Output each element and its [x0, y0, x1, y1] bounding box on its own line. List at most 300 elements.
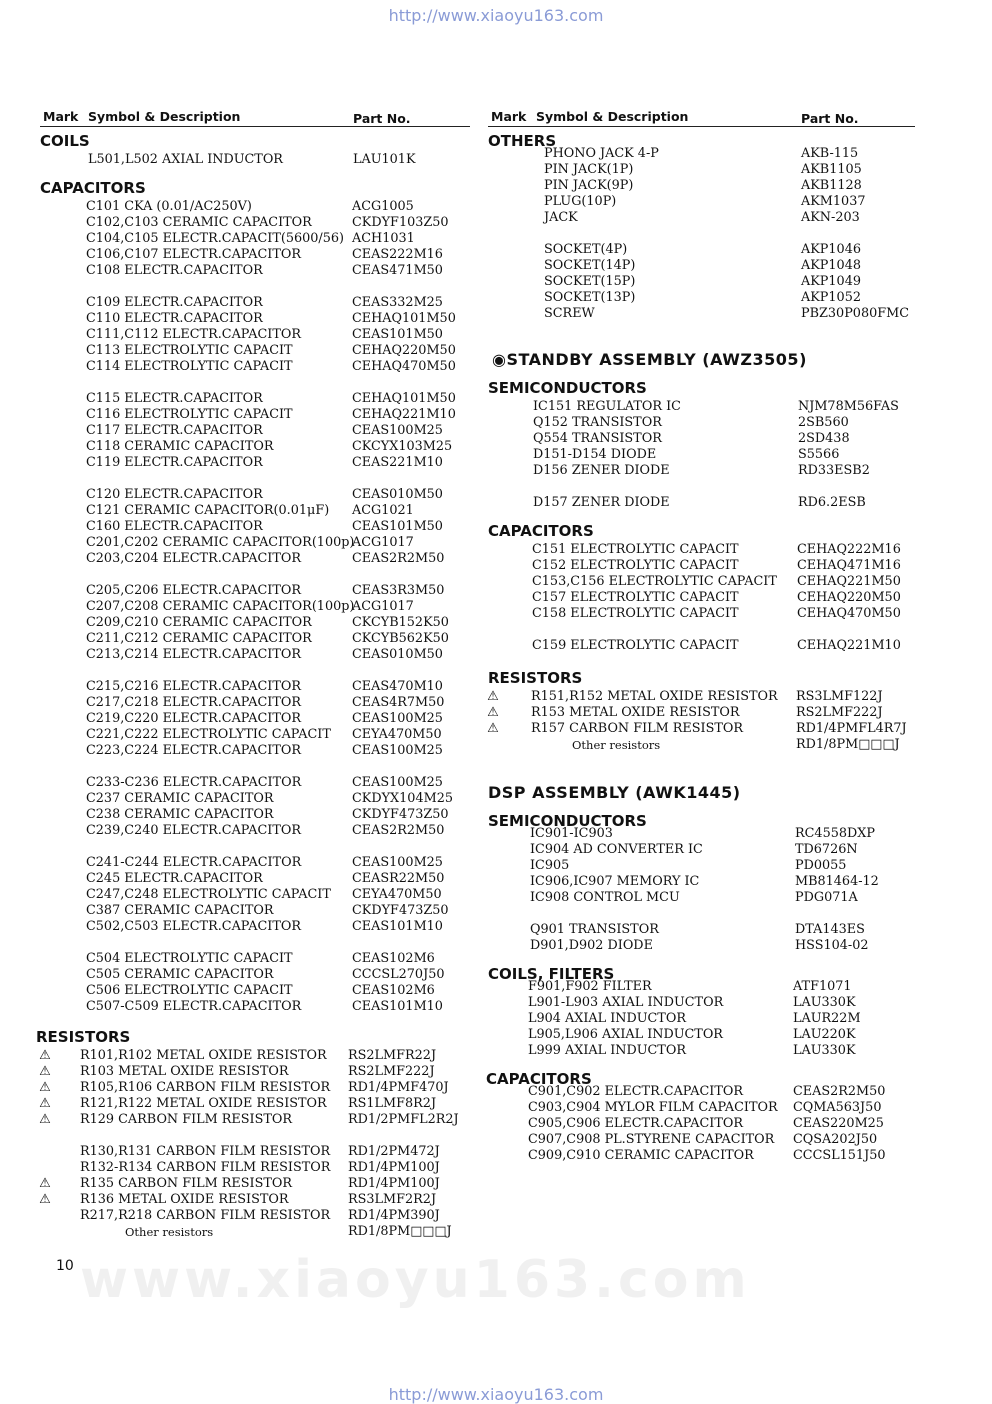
item-part-number: PD0055	[795, 858, 847, 873]
item-part-number: CKDYF473Z50	[352, 903, 449, 918]
item-description: C201,C202 CERAMIC CAPACITOR(100p)	[86, 535, 355, 550]
item-part-number: CEHAQ221M50	[797, 574, 901, 589]
item-part-number: RD1/4PMFL4R7J	[796, 721, 907, 736]
list-item	[488, 290, 918, 306]
list-item	[488, 1043, 918, 1059]
list-item	[40, 295, 470, 311]
item-description: C905,C906 ELECTR.CAPACITOR	[528, 1116, 743, 1131]
item-part-number: LAU101K	[353, 152, 416, 167]
item-part-number: DTA143ES	[795, 922, 865, 937]
watermark: www.xiaoyu163.com	[80, 1250, 751, 1310]
item-description: C502,C503 ELECTR.CAPACITOR	[86, 919, 301, 934]
left-column	[36, 106, 470, 1240]
item-description: D901,D902 DIODE	[530, 938, 653, 953]
list-standby-capacitors	[488, 542, 918, 654]
item-description: C110 ELECTR.CAPACITOR	[86, 311, 263, 326]
list-item	[488, 737, 918, 753]
list-item	[488, 874, 918, 890]
item-part-number: CKDYF103Z50	[352, 215, 449, 230]
item-description: R136 METAL OXIDE RESISTOR	[80, 1192, 289, 1207]
item-description: C233-C236 ELECTR.CAPACITOR	[86, 775, 302, 790]
list-item	[40, 1064, 470, 1080]
row-spacer	[40, 567, 470, 583]
item-part-number: AKB1128	[801, 178, 862, 193]
item-description: C237 CERAMIC CAPACITOR	[86, 791, 274, 806]
list-item	[40, 775, 470, 791]
item-part-number: CEHAQ101M50	[352, 311, 456, 326]
list-item	[40, 823, 470, 839]
item-description: Q152 TRANSISTOR	[533, 415, 662, 430]
list-item	[488, 258, 918, 274]
item-part-number: CEAS100M25	[352, 743, 443, 758]
list-dsp-semiconductors	[488, 826, 918, 954]
list-item	[488, 415, 918, 431]
item-part-number: CEAS332M25	[352, 295, 443, 310]
item-part-number: RS2LMFR22J	[348, 1048, 437, 1063]
item-description: D156 ZENER DIODE	[533, 463, 670, 478]
item-part-number: AKM1037	[801, 194, 866, 209]
item-part-number: HSS104-02	[795, 938, 869, 953]
header-part-no: Part No.	[801, 111, 859, 126]
item-description: Q554 TRANSISTOR	[533, 431, 662, 446]
list-item	[488, 689, 918, 705]
item-part-number: RS2LMF222J	[796, 705, 883, 720]
list-item	[488, 1116, 918, 1132]
item-part-number: LAU220K	[793, 1027, 856, 1042]
item-description: C153,C156 ELECTROLYTIC CAPACIT	[532, 574, 777, 589]
list-item	[40, 791, 470, 807]
item-description: C104,C105 ELECTR.CAPACIT(5600/56)	[86, 231, 345, 246]
list-item	[40, 231, 470, 247]
list-item	[40, 215, 470, 231]
item-part-number: CKCYX103M25	[352, 439, 453, 454]
list-item	[40, 1096, 470, 1112]
item-part-number: CEHAQ470M50	[797, 606, 901, 621]
item-description: C909,C910 CERAMIC CAPACITOR	[528, 1148, 754, 1163]
item-part-number: CEYA470M50	[352, 887, 442, 902]
item-part-number: CEASR22M50	[352, 871, 445, 886]
row-spacer	[488, 479, 918, 495]
item-description: L905,L906 AXIAL INDUCTOR	[528, 1027, 723, 1042]
item-description: C101 CKA (0.01/AC250V)	[86, 199, 252, 214]
item-part-number: MB81464-12	[795, 874, 879, 889]
list-item	[40, 343, 470, 359]
item-part-number: ATF1071	[793, 979, 852, 994]
item-description: C109 ELECTR.CAPACITOR	[86, 295, 263, 310]
item-part-number: CEAS101M10	[352, 999, 443, 1014]
list-item	[40, 583, 470, 599]
item-part-number: RD1/8PM□□□J	[796, 737, 900, 752]
list-item	[488, 194, 918, 210]
item-part-number: RD1/4PM390J	[348, 1208, 440, 1223]
list-item	[40, 1224, 470, 1240]
item-description: C505 CERAMIC CAPACITOR	[86, 967, 274, 982]
list-item	[488, 431, 918, 447]
list-item	[488, 242, 918, 258]
item-part-number: ACG1017	[352, 535, 414, 550]
item-description: PIN JACK(1P)	[544, 162, 634, 177]
item-description: C907,C908 PL.STYRENE CAPACITOR	[528, 1132, 775, 1147]
item-part-number: CKCYB562K50	[352, 631, 449, 646]
list-item	[40, 1048, 470, 1064]
item-description: F901,F902 FILTER	[528, 979, 652, 994]
list-item	[40, 152, 470, 168]
item-description: C158 ELECTROLYTIC CAPACIT	[532, 606, 739, 621]
item-part-number: 2SD438	[798, 431, 850, 446]
list-item	[488, 1084, 918, 1100]
list-item	[40, 647, 470, 663]
list-item	[40, 503, 470, 519]
row-spacer	[40, 375, 470, 391]
item-description: C219,C220 ELECTR.CAPACITOR	[86, 711, 301, 726]
list-item	[40, 1176, 470, 1192]
list-item	[40, 359, 470, 375]
list-item	[40, 519, 470, 535]
item-description: SOCKET(13P)	[544, 290, 636, 305]
item-part-number: CEAS2R2M50	[793, 1084, 886, 1099]
item-part-number: LAU330K	[793, 995, 856, 1010]
safety-warning-icon: ⚠	[487, 721, 499, 736]
item-part-number: CEAS470M10	[352, 679, 443, 694]
item-part-number: CEHAQ221M10	[797, 638, 901, 653]
section-standby-semiconductors: SEMICONDUCTORS	[488, 379, 647, 397]
item-part-number: ACG1021	[352, 503, 414, 518]
list-item	[488, 995, 918, 1011]
item-description: D157 ZENER DIODE	[533, 495, 670, 510]
list-item	[40, 423, 470, 439]
list-item	[488, 399, 918, 415]
list-item	[488, 542, 918, 558]
list-item	[488, 558, 918, 574]
item-part-number: TD6726N	[795, 842, 858, 857]
item-part-number: CEAS100M25	[352, 855, 443, 870]
list-dsp-coils-filters	[488, 979, 918, 1059]
item-part-number: CEAS4R7M50	[352, 695, 445, 710]
item-part-number: RS2LMF222J	[348, 1064, 435, 1079]
list-others	[488, 146, 918, 322]
right-column	[488, 106, 918, 1164]
item-part-number: AKP1052	[801, 290, 861, 305]
item-part-number: CEHAQ222M16	[797, 542, 901, 557]
header-symbol: Symbol & Description	[88, 109, 241, 124]
item-description: C106,C107 ELECTR.CAPACITOR	[86, 247, 301, 262]
item-description: IC904 AD CONVERTER IC	[530, 842, 703, 857]
item-description: C215,C216 ELECTR.CAPACITOR	[86, 679, 301, 694]
item-description: Q901 TRANSISTOR	[530, 922, 659, 937]
list-item	[488, 146, 918, 162]
item-description: C115 ELECTR.CAPACITOR	[86, 391, 263, 406]
item-description: R101,R102 METAL OXIDE RESISTOR	[80, 1048, 327, 1063]
list-item	[40, 887, 470, 903]
dsp-assembly-title: DSP ASSEMBLY (AWK1445)	[488, 783, 741, 802]
page-number: 10	[56, 1258, 74, 1274]
list-item	[488, 826, 918, 842]
item-part-number: ACG1017	[352, 599, 414, 614]
list-item	[40, 903, 470, 919]
list-item	[40, 535, 470, 551]
item-description: IC908 CONTROL MCU	[530, 890, 680, 905]
list-item	[488, 606, 918, 622]
item-description: C116 ELECTROLYTIC CAPACIT	[86, 407, 293, 422]
item-description: L999 AXIAL INDUCTOR	[528, 1043, 686, 1058]
list-item	[488, 842, 918, 858]
header-part-no: Part No.	[353, 111, 411, 126]
item-description: C113 ELECTROLYTIC CAPACIT	[86, 343, 293, 358]
item-part-number: CEAS222M16	[352, 247, 443, 262]
list-item	[40, 263, 470, 279]
item-description: IC906,IC907 MEMORY IC	[530, 874, 700, 889]
item-description: C507-C509 ELECTR.CAPACITOR	[86, 999, 302, 1014]
item-description: R135 CARBON FILM RESISTOR	[80, 1176, 293, 1191]
list-item	[488, 705, 918, 721]
safety-warning-icon: ⚠	[39, 1096, 51, 1111]
list-coils	[40, 152, 470, 168]
list-item	[40, 855, 470, 871]
item-description: C245 ELECTR.CAPACITOR	[86, 871, 263, 886]
list-item	[40, 631, 470, 647]
item-description: SOCKET(4P)	[544, 242, 628, 257]
list-item	[488, 162, 918, 178]
item-description: SOCKET(15P)	[544, 274, 636, 289]
safety-warning-icon: ⚠	[39, 1112, 51, 1127]
item-part-number: CKCYB152K50	[352, 615, 449, 630]
item-part-number: LAU330K	[793, 1043, 856, 1058]
list-capacitors	[40, 199, 470, 1015]
item-part-number: CEAS101M50	[352, 519, 443, 534]
list-item	[40, 999, 470, 1015]
item-part-number: CEHAQ221M10	[352, 407, 456, 422]
row-spacer	[40, 279, 470, 295]
list-item	[488, 463, 918, 479]
list-item	[40, 615, 470, 631]
list-dsp-capacitors	[488, 1084, 918, 1164]
safety-warning-icon: ⚠	[39, 1064, 51, 1079]
section-dsp-semiconductors: SEMICONDUCTORS	[488, 812, 647, 830]
item-part-number: CEHAQ220M50	[352, 343, 456, 358]
list-item	[40, 967, 470, 983]
list-item	[40, 711, 470, 727]
item-part-number: CEAS3R3M50	[352, 583, 445, 598]
row-spacer	[40, 663, 470, 679]
item-part-number: AKN-203	[801, 210, 860, 225]
row-spacer	[40, 1128, 470, 1144]
list-item	[488, 638, 918, 654]
item-part-number: AKP1049	[801, 274, 861, 289]
item-part-number: RD1/8PM□□□J	[348, 1224, 452, 1239]
list-item	[488, 574, 918, 590]
item-description: C111,C112 ELECTR.CAPACITOR	[86, 327, 301, 342]
item-description: C119 ELECTR.CAPACITOR	[86, 455, 263, 470]
list-item	[40, 487, 470, 503]
item-description: C117 ELECTR.CAPACITOR	[86, 423, 263, 438]
item-description: JACK	[544, 210, 578, 225]
safety-warning-icon: ⚠	[487, 705, 499, 720]
item-description: C108 ELECTR.CAPACITOR	[86, 263, 263, 278]
safety-warning-icon: ⚠	[39, 1192, 51, 1207]
row-spacer	[488, 226, 918, 242]
item-part-number: CEHAQ470M50	[352, 359, 456, 374]
list-item	[488, 1027, 918, 1043]
item-part-number: RD1/2PM472J	[348, 1144, 440, 1159]
list-item	[488, 922, 918, 938]
section-dsp-coils-filters: COILS, FILTERS	[488, 965, 615, 983]
item-description: C247,C248 ELECTROLYTIC CAPACIT	[86, 887, 331, 902]
item-description: SCREW	[544, 306, 595, 321]
item-part-number: CEAS471M50	[352, 263, 443, 278]
table-header	[40, 106, 470, 127]
list-item	[40, 1160, 470, 1176]
item-part-number: CEAS2R2M50	[352, 823, 445, 838]
item-part-number: CEAS010M50	[352, 647, 443, 662]
item-part-number: CKDYF473Z50	[352, 807, 449, 822]
list-item	[40, 199, 470, 215]
list-item	[40, 727, 470, 743]
list-item	[40, 1112, 470, 1128]
item-description: PLUG(10P)	[544, 194, 617, 209]
section-capacitors: CAPACITORS	[40, 179, 146, 197]
list-item	[40, 311, 470, 327]
url-header[interactable]: http://www.xiaoyu163.com	[388, 6, 604, 25]
item-description: C114 ELECTROLYTIC CAPACIT	[86, 359, 293, 374]
item-description: D151-D154 DIODE	[533, 447, 657, 462]
item-description: R157 CARBON FILM RESISTOR	[531, 721, 744, 736]
header-mark: Mark	[491, 109, 527, 124]
list-item	[40, 551, 470, 567]
list-item	[488, 178, 918, 194]
item-description: C506 ELECTROLYTIC CAPACIT	[86, 983, 293, 998]
item-description: R151,R152 METAL OXIDE RESISTOR	[531, 689, 778, 704]
safety-warning-icon: ⚠	[487, 689, 499, 704]
item-description: Other resistors	[125, 1225, 214, 1239]
item-description: SOCKET(14P)	[544, 258, 636, 273]
item-description: R132-R134 CARBON FILM RESISTOR	[80, 1160, 331, 1175]
item-description: R130,R131 CARBON FILM RESISTOR	[80, 1144, 331, 1159]
list-item	[40, 919, 470, 935]
item-part-number: AKB1105	[801, 162, 862, 177]
list-item	[40, 327, 470, 343]
list-item	[40, 1144, 470, 1160]
item-part-number: CCCSL151J50	[793, 1148, 886, 1163]
list-item	[40, 871, 470, 887]
row-spacer	[40, 935, 470, 951]
item-description: IC151 REGULATOR IC	[533, 399, 681, 414]
item-part-number: RD1/4PM100J	[348, 1160, 440, 1175]
list-standby-resistors	[488, 689, 918, 753]
item-part-number: LAUR22M	[793, 1011, 861, 1026]
item-part-number: RD1/4PMF470J	[348, 1080, 449, 1095]
item-description: C221,C222 ELECTROLYTIC CAPACIT	[86, 727, 331, 742]
item-description: C160 ELECTR.CAPACITOR	[86, 519, 263, 534]
url-footer[interactable]: http://www.xiaoyu163.com	[388, 1385, 604, 1404]
item-part-number: NJM78M56FAS	[798, 399, 899, 414]
header-mark: Mark	[43, 109, 79, 124]
item-part-number: AKP1048	[801, 258, 861, 273]
list-item	[488, 1011, 918, 1027]
item-part-number: RS3LMF2R2J	[348, 1192, 437, 1207]
item-description: L901-L903 AXIAL INDUCTOR	[528, 995, 724, 1010]
item-description: C209,C210 CERAMIC CAPACITOR	[86, 615, 312, 630]
item-description: C120 ELECTR.CAPACITOR	[86, 487, 263, 502]
item-description: C213,C214 ELECTR.CAPACITOR	[86, 647, 301, 662]
list-item	[40, 599, 470, 615]
item-part-number: RS1LMF8R2J	[348, 1096, 437, 1111]
item-description: Other resistors	[572, 738, 661, 752]
item-part-number: AKB-115	[801, 146, 859, 161]
list-item	[488, 1132, 918, 1148]
list-item	[488, 306, 918, 322]
item-description: PHONO JACK 4-P	[544, 146, 659, 161]
row-spacer	[488, 906, 918, 922]
item-part-number: CEAS102M6	[352, 983, 435, 998]
item-part-number: CEHAQ101M50	[352, 391, 456, 406]
item-part-number: CKDYX104M25	[352, 791, 453, 806]
list-item	[40, 743, 470, 759]
item-part-number: CEAS010M50	[352, 487, 443, 502]
list-item	[40, 679, 470, 695]
list-item	[40, 391, 470, 407]
item-description: C238 CERAMIC CAPACITOR	[86, 807, 274, 822]
list-item	[488, 590, 918, 606]
item-part-number: S5566	[798, 447, 840, 462]
item-part-number: CEAS220M25	[793, 1116, 884, 1131]
item-part-number: CCCSL270J50	[352, 967, 445, 982]
item-part-number: ACH1031	[352, 231, 415, 246]
item-description: IC901-IC903	[530, 826, 613, 841]
row-spacer	[488, 622, 918, 638]
item-part-number: CEHAQ471M16	[797, 558, 901, 573]
item-description: C211,C212 CERAMIC CAPACITOR	[86, 631, 312, 646]
section-resistors: RESISTORS	[36, 1028, 131, 1046]
standby-assembly-title: ◉STANDBY ASSEMBLY (AWZ3505)	[492, 350, 807, 369]
item-part-number: CEAS101M10	[352, 919, 443, 934]
item-description: C121 CERAMIC CAPACITOR(0.01μF)	[86, 503, 330, 518]
item-description: C239,C240 ELECTR.CAPACITOR	[86, 823, 301, 838]
item-part-number: RD1/2PMFL2R2J	[348, 1112, 459, 1127]
item-description: C152 ELECTROLYTIC CAPACIT	[532, 558, 739, 573]
item-part-number: RD1/4PM100J	[348, 1176, 440, 1191]
item-part-number: CQSA202J50	[793, 1132, 878, 1147]
item-description: C901,C902 ELECTR.CAPACITOR	[528, 1084, 743, 1099]
item-part-number: CEYA470M50	[352, 727, 442, 742]
list-item	[40, 807, 470, 823]
item-part-number: 2SB560	[798, 415, 849, 430]
list-item	[488, 210, 918, 226]
item-part-number: CEAS100M25	[352, 423, 443, 438]
item-part-number: RC4558DXP	[795, 826, 875, 841]
list-item	[40, 1080, 470, 1096]
section-others: OTHERS	[488, 132, 557, 150]
item-part-number: PBZ30P080FMC	[801, 306, 909, 321]
list-item	[488, 938, 918, 954]
list-item	[488, 890, 918, 906]
list-resistors	[40, 1048, 470, 1240]
list-item	[40, 407, 470, 423]
list-item	[488, 1148, 918, 1164]
item-part-number: CEAS102M6	[352, 951, 435, 966]
item-description: C207,C208 CERAMIC CAPACITOR(100p)	[86, 599, 355, 614]
item-part-number: CEHAQ220M50	[797, 590, 901, 605]
item-description: R103 METAL OXIDE RESISTOR	[80, 1064, 289, 1079]
item-description: C102,C103 CERAMIC CAPACITOR	[86, 215, 312, 230]
item-description: C151 ELECTROLYTIC CAPACIT	[532, 542, 739, 557]
item-part-number: CEAS101M50	[352, 327, 443, 342]
item-part-number: AKP1046	[801, 242, 861, 257]
item-part-number: PDG071A	[795, 890, 858, 905]
section-coils: COILS	[40, 132, 90, 150]
item-description: R121,R122 METAL OXIDE RESISTOR	[80, 1096, 327, 1111]
list-item	[40, 1192, 470, 1208]
list-item	[40, 455, 470, 471]
